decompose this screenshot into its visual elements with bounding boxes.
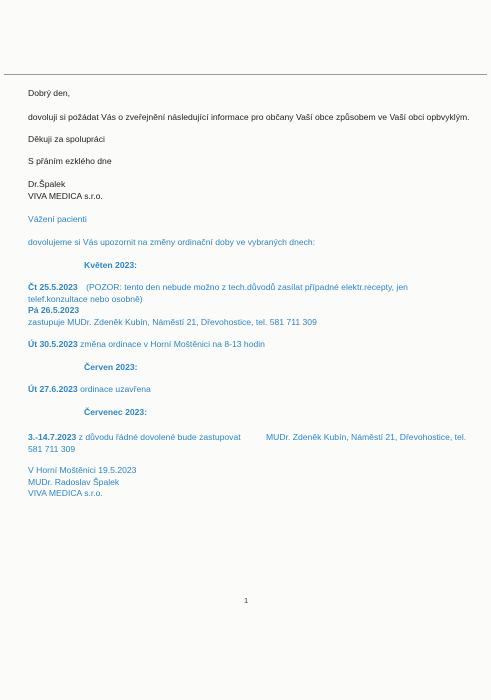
page-number: 1: [244, 596, 249, 605]
may-25-text: (POZOR: tento den nebude možno z tech.důvodů zasílat případné elektr.recepty, jen: [86, 282, 408, 292]
doctor-name: MUDr. Radoslav Špalek: [28, 477, 120, 487]
notice-intro: dovolujeme si Vás upozornit na změny ordinační doby ve vybraných dnech:: [28, 237, 316, 247]
signature-name: Dr.Špalek: [28, 179, 66, 189]
company-name: VIVA MEDICA s.r.o.: [28, 488, 103, 498]
notice-salutation: Vážení pacienti: [28, 214, 87, 224]
may-30-line: [28, 339, 265, 349]
may-26-text: zastupuje MUDr. Zdeněk Kubín, Náměstí 21, Dřevohostice, tel. 581 711 309: [28, 317, 317, 327]
place-date: V Horní Moštěnici 19.5.2023: [28, 465, 137, 475]
june-27-text: ordinace uzavřena: [80, 384, 151, 394]
july-heading: Červenec 2023:: [84, 407, 148, 417]
july-substitute: MUDr. Zdeněk Kubín, Náměstí 21, Dřevohostice, tel.: [266, 432, 467, 442]
greeting: Dobrý den,: [28, 88, 71, 98]
may-heading: Květen 2023:: [84, 260, 138, 270]
thanks-text: Děkuji za spolupráci: [28, 134, 105, 144]
may-25-text-cont: telef.konzultace nebo osobně): [28, 294, 143, 304]
may-25-date: Čt 25.5.2023: [28, 282, 78, 292]
may-30-date: Út 30.5.2023: [28, 339, 78, 349]
may-30-text: změna ordinace v Horní Moštěnici na 8-13 hodin: [80, 339, 265, 349]
request-text: dovoluji si požádat Vás o zveřejnění následující informace pro občany Vaší obce způsobem ve Vaší obci opbvyklým.: [28, 112, 470, 122]
signature-company: VIVA MEDICA s.r.o.: [28, 191, 103, 201]
may-25-line: [28, 282, 408, 292]
july-line: [28, 432, 241, 442]
regards-text: S přáním ezklého dne: [28, 156, 112, 166]
july-text: z důvodu řádné dovolené bude zastupovat: [78, 432, 241, 442]
may-26-date: Pá 26.5.2023: [28, 305, 80, 315]
june-heading: Červen 2023:: [84, 362, 138, 372]
july-phone: 581 711 309: [28, 444, 76, 454]
july-dates: 3.-14.7.2023: [28, 432, 77, 442]
top-divider: [4, 74, 487, 75]
june-27-line: [28, 384, 151, 394]
june-27-date: Út 27.6.2023: [28, 384, 78, 394]
